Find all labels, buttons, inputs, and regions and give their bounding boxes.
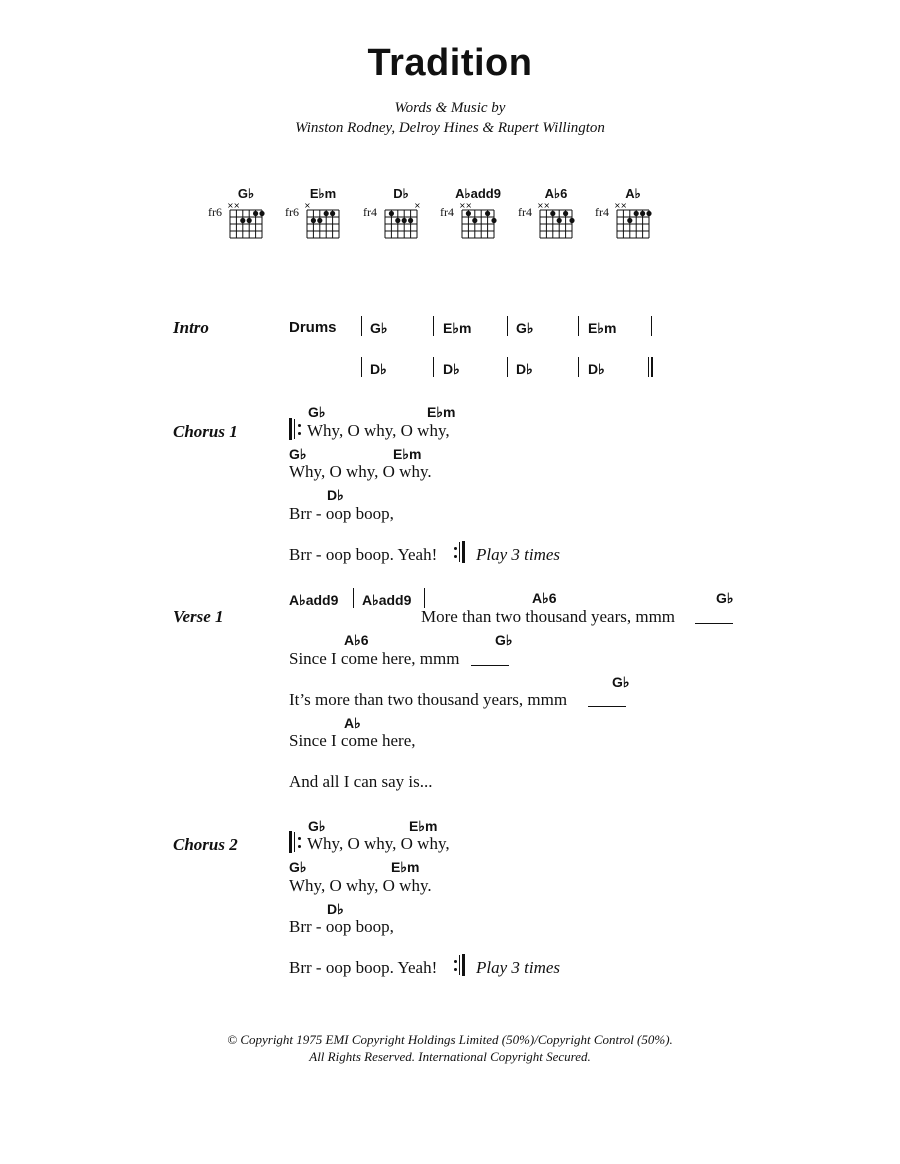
repeat-end <box>462 954 465 976</box>
chord-diagram-grid <box>380 200 422 242</box>
intro-chord: D♭ <box>443 361 460 377</box>
credit-line-1: Words & Music by <box>394 100 506 116</box>
barline <box>433 357 434 377</box>
chord-label: D♭ <box>327 487 344 503</box>
lyric-line: Brr - oop boop. Yeah! <box>289 958 438 977</box>
repeat-start-thin <box>294 419 295 439</box>
lyric-line: Why, O why, O why. <box>289 876 432 895</box>
chord-diagram-grid <box>457 200 499 242</box>
repeat-dot <box>454 555 457 558</box>
chord-label: E♭m <box>391 859 420 875</box>
lyric-line: Brr - oop boop, <box>289 917 394 936</box>
chord-label: E♭m <box>409 818 438 834</box>
chord-diagram-fret: fr4 <box>363 205 377 219</box>
chord-diagram-fret: fr4 <box>595 205 609 219</box>
svg-text:×: × <box>459 201 466 210</box>
repeat-start <box>289 831 292 853</box>
final-barline-thick <box>651 357 653 377</box>
chord-diagram-name: A♭add9 <box>455 186 501 201</box>
chord-diagram-grid <box>535 200 577 242</box>
play-instruction: Play 3 times <box>476 545 561 564</box>
repeat-dot <box>454 968 457 971</box>
copyright-line-1: © Copyright 1975 EMI Copyright Holdings Limited (50%)/Copyright Control (50%). <box>227 1032 673 1047</box>
repeat-end-thin <box>459 542 460 562</box>
svg-text:×: × <box>537 201 544 210</box>
hold-line <box>588 706 626 707</box>
chord-diagram-fret: fr6 <box>285 205 299 219</box>
barline <box>651 316 652 336</box>
chord-diagram-name: A♭ <box>625 186 641 201</box>
final-barline-thin <box>648 357 649 377</box>
play-instruction: Play 3 times <box>476 958 561 977</box>
repeat-start-thin <box>294 832 295 852</box>
chord-label: G♭ <box>289 446 307 462</box>
chord-diagram-name: E♭m <box>309 186 337 201</box>
copyright-line-2: All Rights Reserved. International Copyright Secured. <box>309 1049 591 1064</box>
barline <box>578 316 579 336</box>
chord-label: A♭add9 <box>289 592 339 608</box>
intro-chord: G♭ <box>516 320 534 336</box>
intro-chord: G♭ <box>370 320 388 336</box>
barline <box>507 357 508 377</box>
repeat-dot <box>298 837 301 840</box>
chord-label: D♭ <box>327 901 344 917</box>
lyric-line: It’s more than two thousand years, mmm <box>289 690 568 709</box>
repeat-dot <box>454 547 457 550</box>
chord-diagram-name: A♭6 <box>544 186 568 201</box>
section-chorus-1: Chorus 1 <box>173 422 238 441</box>
chord-diagram-grid <box>302 200 344 242</box>
lyric-line: And all I can say is... <box>289 772 433 791</box>
section-verse-1: Verse 1 <box>173 607 224 626</box>
repeat-end-thin <box>459 955 460 975</box>
intro-chord: E♭m <box>588 320 617 336</box>
barline <box>578 357 579 377</box>
chord-diagram-fret: fr4 <box>518 205 532 219</box>
chord-diagram-name: G♭ <box>237 186 255 201</box>
page-title: Tradition <box>367 42 533 84</box>
repeat-dot <box>298 432 301 435</box>
barline <box>424 588 425 608</box>
svg-text:×: × <box>233 201 241 210</box>
svg-text:×: × <box>414 201 421 210</box>
chord-diagram-fret: fr6 <box>208 205 222 219</box>
chord-label: G♭ <box>308 404 326 420</box>
repeat-dot <box>298 845 301 848</box>
chord-label: E♭m <box>427 404 456 420</box>
svg-text:×: × <box>543 201 551 210</box>
svg-text:×: × <box>614 201 621 210</box>
lyric-line: Brr - oop boop. Yeah! <box>289 545 438 564</box>
lyric-line: Why, O why, O why. <box>289 462 432 481</box>
chord-label: A♭add9 <box>362 592 412 608</box>
repeat-start <box>289 418 292 440</box>
lyric-line: More than two thousand years, mmm <box>421 607 676 626</box>
svg-text:×: × <box>620 201 628 210</box>
lyric-line: Why, O why, O why, <box>307 834 450 853</box>
lyric-line: Brr - oop boop, <box>289 504 394 523</box>
repeat-end <box>462 541 465 563</box>
chord-diagram-grid <box>612 200 654 242</box>
intro-chord: E♭m <box>443 320 472 336</box>
barline <box>507 316 508 336</box>
chord-label: A♭ <box>344 715 361 731</box>
chord-label: A♭6 <box>344 632 369 648</box>
intro-chord: D♭ <box>588 361 605 377</box>
repeat-dot <box>454 960 457 963</box>
lyric-line: Since I come here, mmm <box>289 649 460 668</box>
barline <box>353 588 354 608</box>
svg-text:×: × <box>227 201 234 210</box>
intro-chord: D♭ <box>516 361 533 377</box>
chord-label: G♭ <box>308 818 326 834</box>
chord-label: G♭ <box>612 674 630 690</box>
chord-label: G♭ <box>289 859 307 875</box>
lyric-line: Why, O why, O why, <box>307 421 450 440</box>
section-intro: Intro <box>173 318 209 337</box>
chord-diagram-grid <box>225 200 267 242</box>
chord-label: E♭m <box>393 446 422 462</box>
hold-line <box>695 623 733 624</box>
svg-text:×: × <box>465 201 473 210</box>
barline <box>433 316 434 336</box>
hold-line <box>471 665 509 666</box>
barline <box>361 316 362 336</box>
intro-chord: D♭ <box>370 361 387 377</box>
svg-text:×: × <box>304 201 311 210</box>
chord-label: A♭6 <box>532 590 557 606</box>
credit-line-2: Winston Rodney, Delroy Hines & Rupert Willington <box>295 120 605 136</box>
repeat-dot <box>298 424 301 427</box>
chord-label: G♭ <box>495 632 513 648</box>
intro-drums: Drums <box>289 319 337 336</box>
barline <box>361 357 362 377</box>
lyric-line: Since I come here, <box>289 731 416 750</box>
chord-diagram-fret: fr4 <box>440 205 454 219</box>
section-chorus-2: Chorus 2 <box>173 835 238 854</box>
chord-diagram-name: D♭ <box>393 186 409 201</box>
chord-label: G♭ <box>716 590 734 606</box>
